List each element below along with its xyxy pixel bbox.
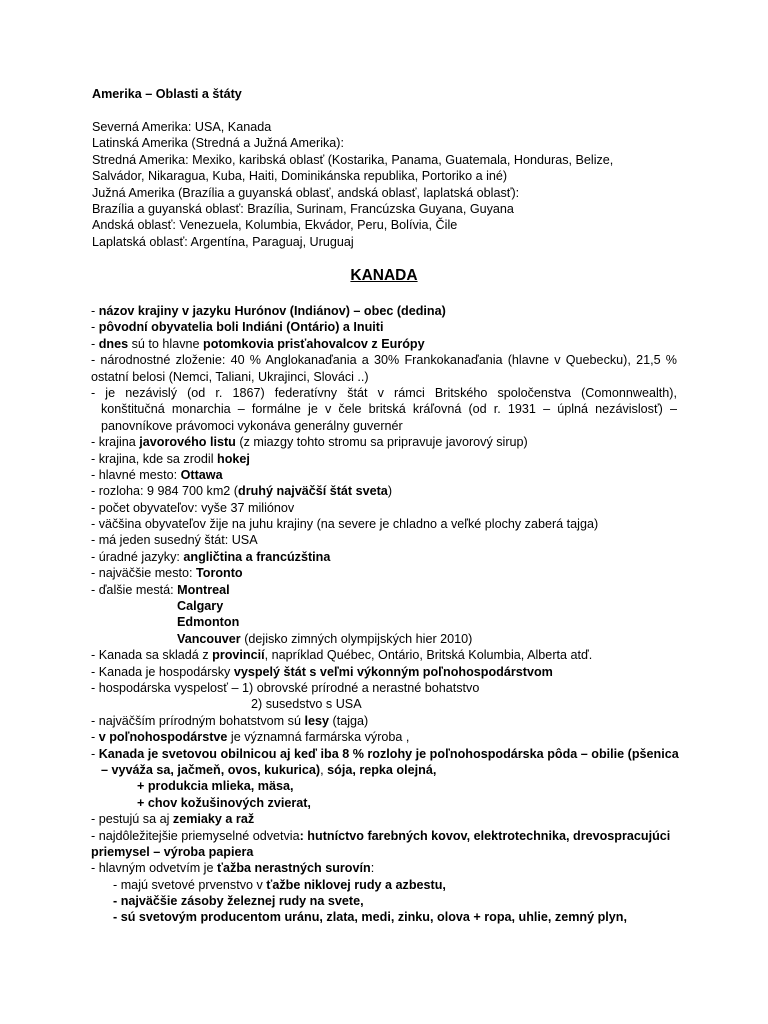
fact-line [91,516,677,532]
text: (z miazgy tohto stromu sa pripravuje javorový sirup) [235,435,528,450]
text: - najdôležitejšie priemyselné odvetvia [91,828,300,843]
text: - hlavné mesto: [91,467,181,482]
bold-text: pôvodní obyvatelia boli Indiáni (Ontário) a Inuiti [98,320,384,335]
fact-line [91,303,677,319]
text: - Kanada sa skladá z [91,648,213,663]
region-line: Latinská Amerika (Stredná a Južná Amerika): [92,136,344,151]
fact-line [91,713,677,729]
text: - krajina, kde sa zrodil [91,451,217,466]
fact-line [91,401,677,417]
fact-line [91,664,677,680]
bold-text: Montreal [177,582,230,597]
text: konštitučná monarchia – formálne je v čele britská kráľovná (od r. 1931 – úplná nezávislosť) – [101,402,677,417]
fact-line [91,467,677,483]
fact-line [91,909,677,925]
bold-text: druhý najväčší štát sveta [238,484,388,499]
fact-line [91,565,677,581]
fact-line [91,762,677,778]
bold-text: Kanada je svetovou obilnicou aj keď iba 8 % rozlohy je poľnohospodárska pôda – obilie (pšenica [98,746,679,761]
text: - [91,336,99,351]
text: ) [387,484,393,499]
bold-text: potomkovia prisťahovalcov z Európy [203,336,425,351]
region-line: Brazília a guyanská oblasť: Brazília, Surinam, Francúzska Guyana, Guyana [92,201,514,216]
text: (tajga) [329,713,369,728]
fact-line [91,385,677,401]
region-line: Severná Amerika: USA, Kanada [92,120,272,134]
fact-line [91,336,677,352]
region-line: Laplatská oblasť: Argentína, Paraguaj, Uruguaj [92,234,354,249]
bold-text: provincií [212,648,265,663]
text: - počet obyvateľov: vyše 37 miliónov [91,500,295,515]
fact-line [91,483,677,499]
text: - ďalšie mestá: [91,582,178,597]
text: - Kanada je hospodársky [91,664,234,679]
text: - [91,320,99,335]
fact-line [91,369,677,385]
bold-text: ťažba nerastných surovín [216,861,371,876]
text: (dejisko zimných olympijských hier 2010) [240,631,473,646]
text: - najväčšie mesto: [91,566,196,581]
regions-list [92,119,692,250]
bold-text: – vyváža sa, jačmeň, ovos, kukurica) [101,762,321,777]
fact-line [91,614,677,630]
fact-line [91,893,677,909]
document-title: Amerika – Oblasti a štáty [92,87,242,101]
bold-text: + produkcia mlieka, mäsa, [137,779,294,794]
text: sú to hlavne [128,336,204,351]
fact-line [91,680,677,696]
bold-text: + chov kožušinových zvierat, [137,795,311,810]
text: - hlavným odvetvím je [91,861,217,876]
fact-line [91,828,677,844]
fact-line [91,582,677,598]
bold-text: lesy [304,713,329,728]
fact-line [91,418,677,434]
text: - hospodárska vyspelosť – 1) obrovské prírodné a nerastné bohatstvo [91,680,480,695]
bold-text: javorového listu [139,435,236,450]
text: , napríklad Québec, Ontário, Britská Kolumbia, Alberta atď. [264,648,593,663]
region-line: Andská oblasť: Venezuela, Kolumbia, Ekvádor, Peru, Bolívia, Čile [92,218,458,233]
fact-line [91,532,677,548]
bold-text: zemiaky a raž [172,812,255,827]
bold-text: sója, repka olejná, [327,762,437,777]
text: - krajina [91,435,140,450]
bold-text: Calgary [177,599,224,614]
bold-text: priemysel – výroba papiera [91,844,254,859]
region-line: Južná Amerika (Brazília a guyanská oblasť, andská oblasť, laplatská oblasť): [92,185,520,200]
fact-line [91,778,677,794]
text: je významná farmárska výroba , [227,730,410,745]
text: - [91,730,99,745]
fact-line [91,647,677,663]
section-heading: KANADA [350,267,418,284]
bold-text: dnes [98,336,129,351]
text: - majú svetové prvenstvo v [113,877,267,892]
fact-line [91,877,677,893]
bold-text: v poľnohospodárstve [98,730,228,745]
bold-text: Ottawa [180,467,223,482]
fact-line [91,631,677,647]
fact-line [91,549,677,565]
fact-line [91,844,677,860]
text: - úradné jazyky: [91,549,184,564]
bold-text: - najväčšie zásoby železnej rudy na svete, [113,894,364,909]
fact-line [91,795,677,811]
bold-text: ťažbe niklovej rudy a azbestu, [266,877,446,892]
text: - národnostné zloženie: 40 % Anglokanaďania a 30% Frankokanaďania (hlavne v Quebecku), 21,5 % [91,353,677,368]
text: - má jeden susedný štát: USA [91,533,258,548]
bold-text: angličtina a francúzština [183,549,331,564]
fact-line [91,598,677,614]
text: - je nezávislý (od r. 1867) federatívny štát v rámci Britského spoločenstva (Comonnwealth), [91,385,677,400]
bold-text: : hutníctvo farebných kovov, elektrotechnika, drevospracujúci [299,828,671,843]
bold-text: hokej [217,451,250,466]
fact-line [91,696,677,712]
fact-line [91,860,677,876]
fact-line [91,500,677,516]
canada-facts [91,303,677,926]
bold-text: Edmonton [177,615,240,630]
fact-line [91,352,677,368]
region-line: Salvádor, Nikaragua, Kuba, Haiti, Dominikánska republika, Portoriko a iné) [92,169,508,184]
text: ostatní belosi (Nemci, Taliani, Ukrajinci, Slováci ..) [91,369,369,384]
bold-text: - sú svetovým producentom uránu, zlata, medi, zinku, olova + ropa, uhlie, zemný plyn, [113,910,628,925]
text: panovníkove právomoci vykonáva generálny guvernér [101,418,403,433]
fact-line [91,746,677,762]
fact-line [91,451,677,467]
fact-line [91,729,677,745]
bold-text: názov krajiny v jazyku Hurónov (Indiánov) – obec (dedina) [98,304,446,318]
text: - väčšina obyvateľov žije na juhu krajiny (na severe je chladno a veľké plochy zaberá tajga) [91,517,599,532]
text: 2) susedstvo s USA [251,697,362,712]
bold-text: Toronto [196,566,243,581]
bold-text: vyspelý štát s veľmi výkonným poľnohospodárstvom [233,664,553,679]
text: - najväčším prírodným bohatstvom sú [91,713,305,728]
fact-line [91,434,677,450]
text: - [91,304,99,318]
region-line: Stredná Amerika: Mexiko, karibská oblasť (Kostarika, Panama, Guatemala, Honduras, Belize, [92,152,614,167]
text: , [320,762,328,777]
bold-text: Vancouver [177,631,241,646]
text: - [91,746,99,761]
fact-line [91,319,677,335]
text: : [370,861,375,876]
text: - pestujú sa aj [91,812,173,827]
fact-line [91,811,677,827]
text: - rozloha: 9 984 700 km2 ( [91,484,239,499]
